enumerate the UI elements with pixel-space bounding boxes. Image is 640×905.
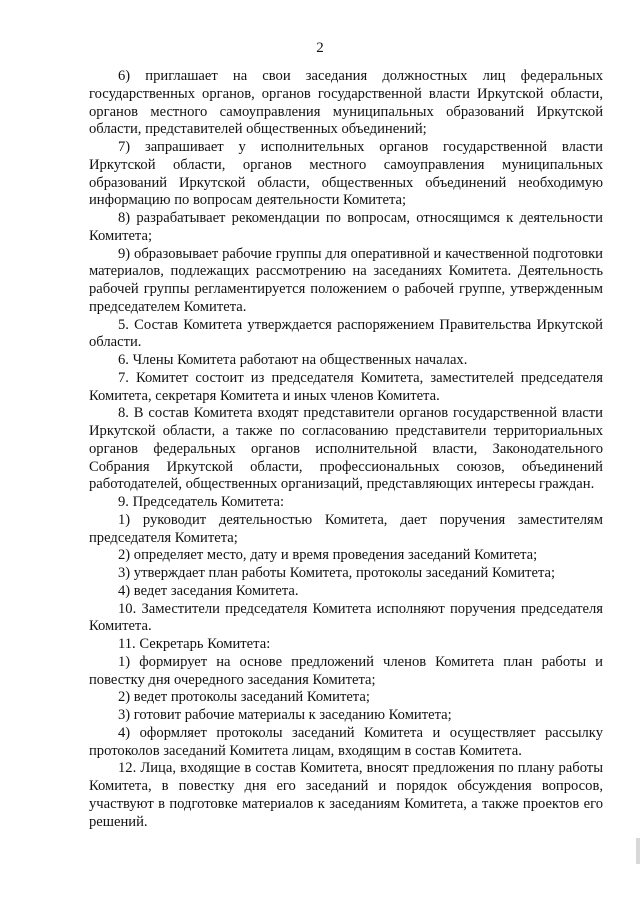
chairman-item-2: 2) определяет место, дату и время проведения заседаний Комитета; [118, 547, 538, 564]
clause-8-representatives: 8. В состав Комитета входят представители органов государственной власти Иркутской области, а также по согласованию представители территориальных органов федеральных органов исполнительной власти, Законодательного Собрания Иркутской области, профессиональных союзов, объединений работодателей, общественных организаций, представляющих интересы граждан. [89, 405, 603, 493]
chairman-item-4: 4) ведет заседания Комитета. [118, 582, 299, 599]
clause-12-proposals: 12. Лица, входящие в состав Комитета, вносят предложения по плану работы Комитета, в повестку дня его заседаний и порядок обсуждения вопросов, участвуют в подготовке материалов к заседаниям Комитета, а также проектов его решений. [89, 760, 603, 830]
paragraph-6-invites: 6) приглашает на свои заседания должностных лиц федеральных государственных органов, органов государственной власти Иркутской области, органов местного самоуправления муниципальных образований Иркутской области, представителей общественных объединений; [89, 68, 603, 138]
secretary-item-1: 1) формирует на основе предложений членов Комитета план работы и повестку дня очередного заседания Комитета; [89, 653, 603, 688]
secretary-item-3: 3) готовит рабочие материалы к заседанию Комитета; [118, 707, 452, 723]
secretary-item-2: 2) ведет протоколы заседаний Комитета; [118, 689, 370, 706]
clause-5-composition: 5. Состав Комитета утверждается распоряжением Правительства Иркутской области. [89, 316, 603, 351]
clause-10-deputies: 10. Заместители председателя Комитета исполняют поручения председателя Комитета. [89, 600, 603, 635]
paragraph-8-recommendations: 8) разрабатывает рекомендации по вопросам, относящимся к деятельности Комитета; [89, 210, 603, 244]
scan-edge-mark [636, 838, 640, 864]
clause-6-members: 6. Члены Комитета работают на общественных началах. [118, 352, 468, 368]
clause-9-chairman: 9. Председатель Комитета: [118, 494, 285, 510]
clause-11-secretary: 11. Секретарь Комитета: [118, 636, 271, 652]
paragraph-7-requests: 7) запрашивает у исполнительных органов государственной власти Иркутской области, органов местного самоуправления муниципальных образований Иркутской области, общественных объединений необходимую информацию по вопросам деятельности Комитета; [89, 139, 603, 209]
secretary-item-4: 4) оформляет протоколы заседаний Комитета и осуществляет рассылку протоколов заседаний Комитета лицам, входящим в состав Комитета. [89, 724, 603, 759]
chairman-item-1: 1) руководит деятельностью Комитета, дает поручения заместителям председателя Комитета; [89, 511, 603, 546]
clause-7-structure: 7. Комитет состоит из председателя Комитета, заместителей председателя Комитета, секретаря Комитета и иных членов Комитета. [89, 369, 603, 404]
chairman-item-3: 3) утверждает план работы Комитета, протоколы заседаний Комитета; [118, 565, 556, 581]
document-body [89, 68, 603, 831]
paragraph-9-working-groups: 9) образовывает рабочие группы для оперативной и качественной подготовки материалов, подлежащих рассмотрению на заседаниях Комитета. Деятельность рабочей группы регламентируется положением о рабочей группе, утвержденным председателем Комитета. [89, 245, 603, 315]
page-number: 2 [316, 40, 324, 56]
